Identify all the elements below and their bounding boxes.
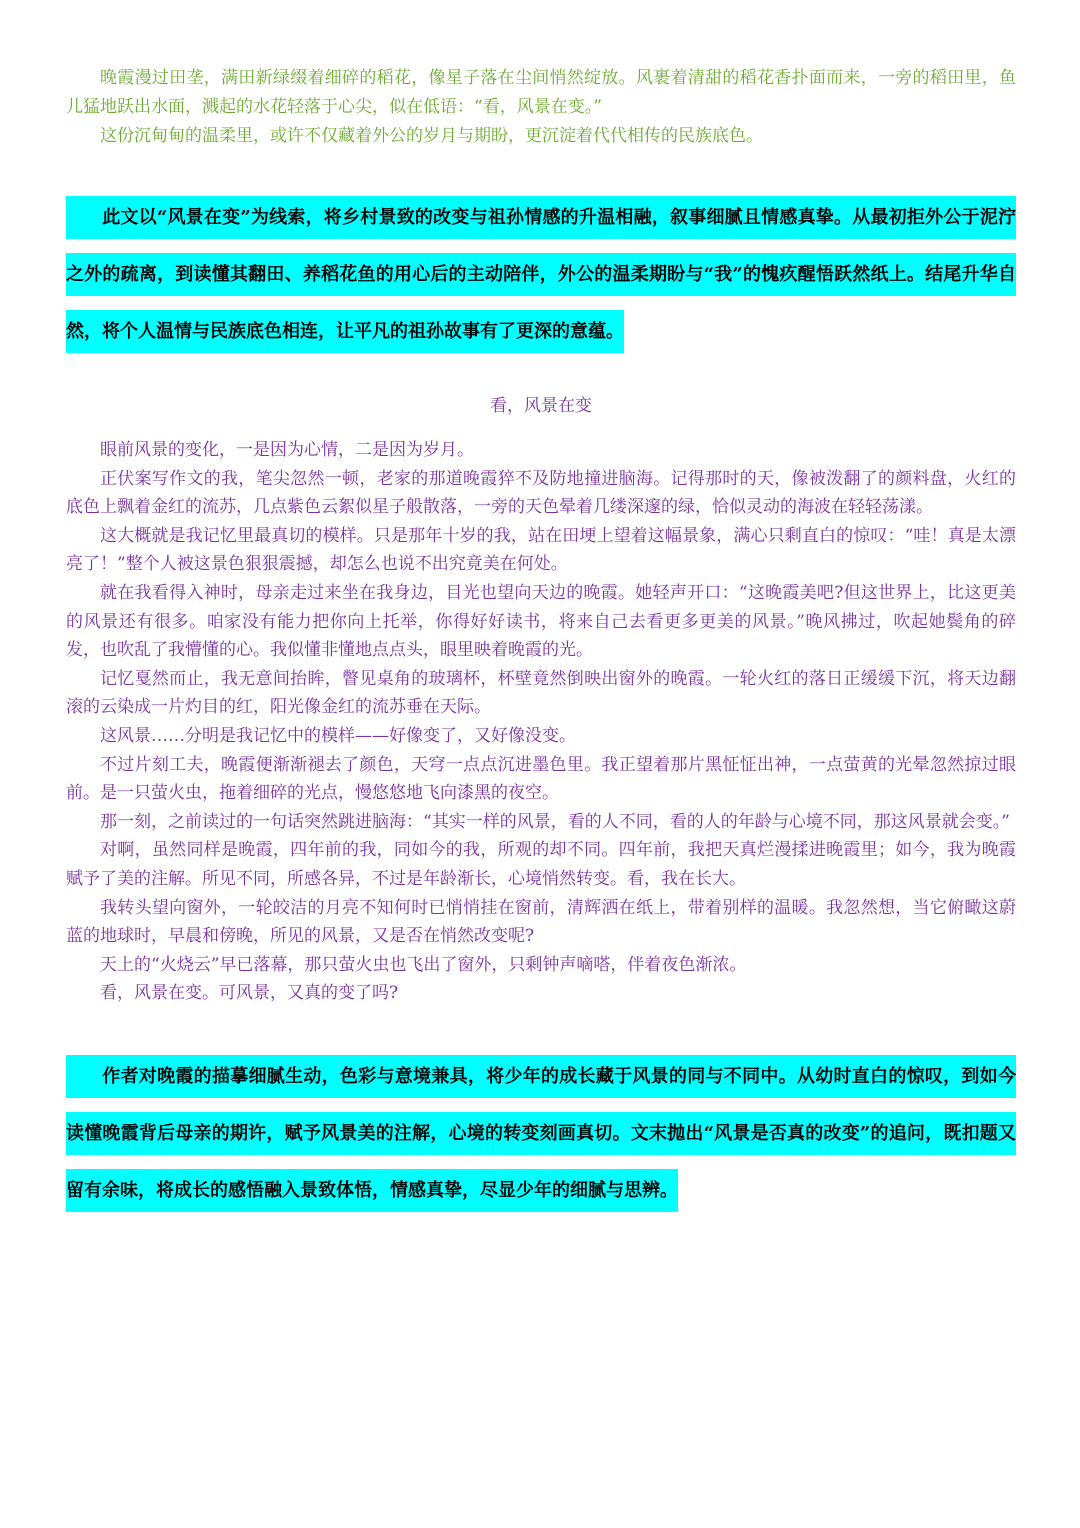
comment-1-text: 此文以“风景在变”为线索，将乡村景致的改变与祖孙情感的升温相融，叙事细腻且情感真挚。从最初拒外公于泥泞之外的疏离，到读懂其翻田、养稻花鱼的用心后的主动陪伴，外公的温柔期盼与“我”的愧疚醒悟跃然纸上。结尾升华自然，将个人温情与民族底色相连，让平凡的祖孙故事有了更深的意蕴。 bbox=[66, 207, 1016, 342]
teacher-comment-1 bbox=[66, 189, 1016, 360]
essay-paragraph: 我转头望向窗外，一轮皎洁的月亮不知何时已悄悄挂在窗前，清辉洒在纸上，带着别样的温暖。我忽然想，当它俯瞰这蔚蓝的地球时，早晨和傍晚，所见的风景，又是否在悄然改变呢? bbox=[66, 897, 1016, 947]
intro-paragraph: 这份沉甸甸的温柔里，或许不仅藏着外公的岁月与期盼，更沉淀着代代相传的民族底色。 bbox=[100, 126, 763, 146]
document-page bbox=[66, 64, 1016, 1219]
essay-paragraph: 天上的“火烧云”早已落幕，那只萤火虫也飞出了窗外，只剩钟声嘀嗒，伴着夜色渐浓。 bbox=[100, 954, 747, 975]
teacher-comment-2 bbox=[66, 1048, 1016, 1219]
essay-paragraph: 就在我看得入神时，母亲走过来坐在我身边，目光也望向天边的晚霞。她轻声开口：“这晚霞美吧?但这世界上，比这更美的风景还有很多。咱家没有能力把你向上托举，你得好好读书，将来自己去看更多更美的风景。”晚风拂过，吹起她鬓角的碎发，也吹乱了我懵懂的心。我似懂非懂地点点头，眼里映着晚霞的光。 bbox=[66, 582, 1016, 661]
essay-paragraph: 看，风景在变。可风景，又真的变了吗? bbox=[100, 983, 399, 1004]
essay-title: 看，风景在变 bbox=[490, 396, 592, 416]
essay-paragraph: 这大概就是我记忆里最真切的模样。只是那年十岁的我，站在田埂上望着这幅景象，满心只剩直白的惊叹：“哇！真是太漂亮了！”整个人被这景色狠狠震撼，却怎么也说不出究竟美在何处。 bbox=[66, 525, 1016, 575]
intro-passage bbox=[66, 64, 1016, 151]
essay-paragraph: 那一刻，之前读过的一句话突然跳进脑海：“其实一样的风景，看的人不同，看的人的年龄与心境不同，那这风景就会变。” bbox=[100, 811, 1010, 832]
essay-body bbox=[66, 436, 1016, 1008]
essay-paragraph: 不过片刻工夫，晚霞便渐渐褪去了颜色，天穹一点点沉进墨色里。我正望着那片黑怔怔出神，一点萤黄的光晕忽然掠过眼前。是一只萤火虫，拖着细碎的光点，慢悠悠地飞向漆黑的夜空。 bbox=[66, 754, 1016, 804]
essay-paragraph: 记忆戛然而止，我无意间抬眸，瞥见桌角的玻璃杯，杯壁竟然倒映出窗外的晚霞。一轮火红的落日正缓缓下沉，将天边翻滚的云染成一片灼目的红，阳光像金红的流苏垂在天际。 bbox=[66, 668, 1016, 718]
essay-paragraph: 这风景……分明是我记忆中的模样——好像变了，又好像没变。 bbox=[100, 725, 576, 746]
essay-paragraph: 对啊，虽然同样是晚霞，四年前的我，同如今的我，所观的却不同。四年前，我把天真烂漫揉进晚霞里；如今，我为晚霞赋予了美的注解。所见不同，所感各异，不过是年龄渐长，心境悄然转变。看，我在长大。 bbox=[66, 840, 1016, 889]
comment-2-text: 作者对晚霞的描摹细腻生动，色彩与意境兼具，将少年的成长藏于风景的同与不同中。从幼时直白的惊叹，到如今读懂晚霞背后母亲的期许，赋予风景美的注解，心境的转变刻画真切。文末抛出“风景是否真的改变”的追问，既扣题又留有余味，将成长的感悟融入景致体悟，情感真挚，尽显少年的细腻与思辨。 bbox=[66, 1065, 1016, 1201]
essay-paragraph: 眼前风景的变化，一是因为心情，二是因为岁月。 bbox=[100, 440, 474, 460]
essay-paragraph: 正伏案写作文的我，笔尖忽然一顿，老家的那道晚霞猝不及防地撞进脑海。记得那时的天，像被泼翻了的颜料盘，火红的底色上飘着金红的流苏，几点紫色云絮似星子般散落，一旁的天色晕着几缕深邃的绿，恰似灵动的海波在轻轻荡漾。 bbox=[66, 468, 1016, 518]
intro-paragraph: 晚霞漫过田垄，满田新绿缀着细碎的稻花，像星子落在尘间悄然绽放。风裹着清甜的稻花香扑面而来，一旁的稻田里，鱼儿猛地跃出水面，溅起的水花轻落于心尖，似在低语：“看，风景在变。” bbox=[66, 68, 1016, 117]
